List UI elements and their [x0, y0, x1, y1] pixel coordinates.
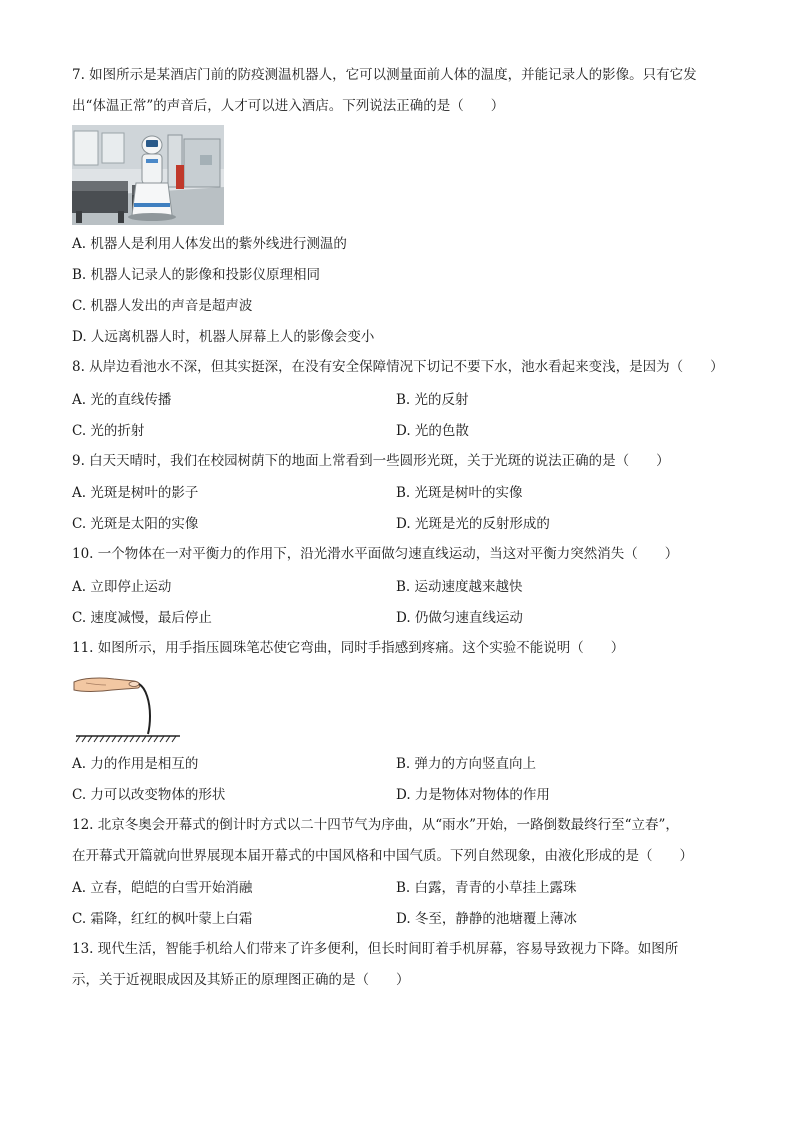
robot-photo — [72, 125, 224, 225]
question-7-option-b[interactable]: B. 机器人记录人的影像和投影仪原理相同 — [72, 267, 321, 283]
question-10-option-b[interactable]: B. 运动速度越来越快 — [396, 579, 523, 595]
question-12-option-a[interactable]: A. 立春，皑皑的白雪开始消融 — [72, 880, 253, 896]
question-7-line-1: 7. 如图所示是某酒店门前的防疫测温机器人，它可以测量面前人体的温度，并能记录人的影像。只有它发 — [72, 67, 697, 83]
question-7-line-2: 出“体温正常”的声音后，人才可以进入酒店。下列说法正确的是（ ） — [72, 98, 505, 114]
question-8-option-c[interactable]: C. 光的折射 — [72, 423, 145, 439]
question-11-option-b[interactable]: B. 弹力的方向竖直向上 — [396, 756, 537, 772]
question-8-option-d[interactable]: D. 光的色散 — [396, 423, 469, 439]
question-9-stem — [72, 446, 732, 477]
question-12-line-1: 12. 北京冬奥会开幕式的倒计时方式以二十四节气为序曲，从“雨水”开始，一路倒数最终行至“立春”， — [72, 817, 679, 833]
question-12-line-2: 在开幕式开篇就向世界展现本届开幕式的中国风格和中国气质。下列自然现象，由液化形成的是（ ） — [72, 848, 693, 864]
question-8-option-b[interactable]: B. 光的反射 — [396, 392, 469, 408]
question-7-stem — [72, 60, 732, 122]
question-13-line-2: 示，关于近视眼成因及其矫正的原理图正确的是（ ） — [72, 972, 410, 988]
question-10-line-1: 10. 一个物体在一对平衡力的作用下，沿光滑水平面做匀速直线运动，当这对平衡力突然消失（ ） — [72, 546, 679, 562]
question-12-stem — [72, 810, 732, 872]
question-7-option-d[interactable]: D. 人远离机器人时，机器人屏幕上人的影像会变小 — [72, 329, 375, 345]
question-9-option-a[interactable]: A. 光斑是树叶的影子 — [72, 485, 199, 501]
question-10-stem — [72, 539, 732, 570]
question-11-option-d[interactable]: D. 力是物体对物体的作用 — [396, 787, 550, 803]
question-9-line-1: 9. 白天天晴时，我们在校园树荫下的地面上常看到一些圆形光斑，关于光斑的说法正确的是（ ） — [72, 453, 670, 469]
question-7-option-c[interactable]: C. 机器人发出的声音是超声波 — [72, 298, 253, 314]
question-13-line-1: 13. 现代生活，智能手机给人们带来了许多便利，但长时间盯着手机屏幕，容易导致视力下降。如图所 — [72, 941, 679, 957]
question-12-option-d[interactable]: D. 冬至，静静的池塘覆上薄冰 — [396, 911, 577, 927]
question-8-option-a[interactable]: A. 光的直线传播 — [72, 392, 172, 408]
question-11-option-c[interactable]: C. 力可以改变物体的形状 — [72, 787, 226, 803]
question-9-option-c[interactable]: C. 光斑是太阳的实像 — [72, 516, 199, 532]
question-10-option-a[interactable]: A. 立即停止运动 — [72, 579, 172, 595]
question-12-option-c[interactable]: C. 霜降，红红的枫叶蒙上白霜 — [72, 911, 253, 927]
question-8-line-1: 8. 从岸边看池水不深，但其实挺深，在没有安全保障情况下切记不要下水，池水看起来变浅，是因为（ ） — [72, 359, 724, 375]
pen-refill-finger-figure — [72, 668, 184, 744]
question-10-option-c[interactable]: C. 速度减慢，最后停止 — [72, 610, 212, 626]
question-11-option-a[interactable]: A. 力的作用是相互的 — [72, 756, 199, 772]
question-11-line-1: 11. 如图所示，用手指压圆珠笔芯使它弯曲，同时手指感到疼痛。这个实验不能说明（ ） — [72, 640, 625, 656]
question-8-stem — [72, 352, 732, 383]
question-12-option-b[interactable]: B. 白露，青青的小草挂上露珠 — [396, 880, 577, 896]
question-10-option-d[interactable]: D. 仍做匀速直线运动 — [396, 610, 523, 626]
question-9-option-d[interactable]: D. 光斑是光的反射形成的 — [396, 516, 550, 532]
question-13-stem — [72, 934, 732, 996]
question-11-stem — [72, 633, 732, 664]
question-9-option-b[interactable]: B. 光斑是树叶的实像 — [396, 485, 523, 501]
question-7-option-a[interactable]: A. 机器人是利用人体发出的紫外线进行测温的 — [72, 236, 347, 252]
